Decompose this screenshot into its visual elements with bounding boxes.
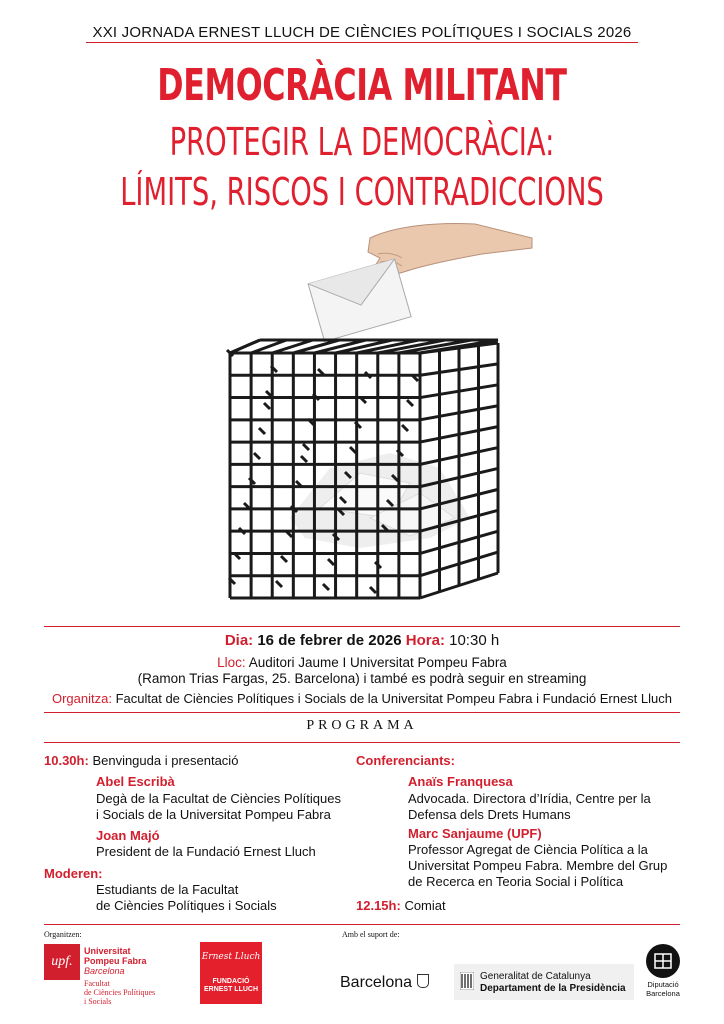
subtitle-line-2: LÍMITS, RISCOS I CONTRADICCIONS bbox=[120, 170, 604, 214]
moderators-label: Moderen: bbox=[44, 866, 103, 881]
organizers-label: Organitzen: bbox=[44, 930, 82, 939]
lecturer1-name: Anaïs Franquesa bbox=[408, 774, 513, 789]
event-line: XXI JORNADA ERNEST LLUCH DE CIÈNCIES POLÍTIQUES I SOCIALS 2026 bbox=[92, 24, 632, 41]
details-top-divider bbox=[44, 626, 680, 627]
upf-logo-mark: upf. bbox=[44, 944, 80, 980]
footer-divider bbox=[44, 924, 680, 925]
envelope-illustration bbox=[308, 259, 411, 341]
welcome-time: 10.30h: bbox=[44, 753, 89, 768]
closing-time: 12.15h: bbox=[356, 898, 401, 913]
upf-line-3: Barcelona bbox=[84, 966, 125, 976]
moderators-2: de Ciències Polítiques i Socials bbox=[96, 898, 277, 913]
time-label: Hora: bbox=[405, 632, 445, 649]
program-divider bbox=[44, 742, 680, 743]
lecturer1-role-2: Defensa dels Drets Humans bbox=[408, 807, 571, 822]
upf-line-2: Pompeu Fabra bbox=[84, 956, 147, 966]
upf-faculty bbox=[84, 979, 155, 1006]
day-label: Dia: bbox=[224, 632, 254, 649]
moderators-1: Estudiants de la Facultat bbox=[96, 882, 239, 897]
upf-name bbox=[84, 946, 147, 976]
date-time-line bbox=[0, 632, 724, 649]
fundacio-lluch-logo bbox=[200, 942, 262, 1004]
place-value: Auditori Jaume I Universitat Pompeu Fabra bbox=[248, 655, 507, 670]
diputacio-line-2: Barcelona bbox=[646, 989, 680, 998]
upf-line-1: Universitat bbox=[84, 946, 131, 956]
day-value: 16 de febrer de 2026 bbox=[257, 632, 402, 649]
organizer-label: Organitza: bbox=[51, 691, 112, 706]
organizer-value: Facultat de Ciències Polítiques i Socials de la Universitat Pompeu Fabra i Fundació Ernest Lluch bbox=[115, 691, 672, 706]
gencat-logo bbox=[454, 964, 634, 1000]
speaker1-name: Abel Escribà bbox=[96, 774, 175, 789]
lluch-line-1: FUNDACIÓ bbox=[212, 978, 250, 985]
upf-faculty-line-3: i Socials bbox=[84, 997, 112, 1006]
speaker2-role: President de la Fundació Ernest Lluch bbox=[96, 844, 316, 859]
upf-faculty-line-1: Facultat bbox=[84, 979, 110, 988]
lecturer2-role-2: Universitat Pompeu Fabra. Membre del Grup bbox=[408, 858, 668, 873]
senyera-icon bbox=[460, 972, 474, 990]
place-label: Lloc: bbox=[217, 655, 246, 670]
main-title: DEMOCRÀCIA MILITANT bbox=[157, 60, 567, 111]
place-line bbox=[0, 655, 724, 670]
gencat-line-2: Departament de la Presidència bbox=[480, 983, 626, 994]
speaker1-role-1: Degà de la Facultat de Ciències Polítiques bbox=[96, 791, 341, 806]
lecturer2-name: Marc Sanjaume (UPF) bbox=[408, 826, 542, 841]
diputacio-line-1: Diputació bbox=[647, 980, 679, 989]
lecturer2-role-3: de Recerca en Teoria Social i Política bbox=[408, 874, 624, 889]
barcelona-text: Barcelona bbox=[340, 974, 413, 991]
time-value: 10:30 h bbox=[449, 632, 500, 649]
lluch-line-2: ERNEST LLUCH bbox=[203, 986, 259, 993]
diputacio-label bbox=[640, 980, 686, 998]
organizer-line bbox=[0, 691, 724, 706]
speaker1-role-2: i Socials de la Universitat Pompeu Fabra bbox=[96, 807, 331, 822]
lecturer1-role-1: Advocada. Directora d’Irídia, Centre per la bbox=[408, 791, 651, 806]
welcome-text: Benvinguda i presentació bbox=[92, 753, 239, 768]
barcelona-shield-icon bbox=[417, 974, 429, 988]
upf-faculty-line-2: de Ciències Polítiques bbox=[84, 988, 156, 997]
lluch-signature: Ernest Lluch bbox=[201, 952, 261, 962]
support-label: Amb el suport de: bbox=[342, 930, 400, 939]
subtitle-line-1: PROTEGIR LA DEMOCRÀCIA: bbox=[169, 120, 555, 164]
lecturer2-role-1: Professor Agregat de Ciència Política a la bbox=[408, 842, 648, 857]
lecturers-label: Conferenciants: bbox=[356, 753, 455, 768]
welcome-line bbox=[44, 753, 238, 769]
barcelona-logo bbox=[340, 974, 429, 992]
program-heading: PROGRAMA bbox=[306, 718, 418, 733]
closing-text: Comiat bbox=[404, 898, 446, 913]
ballots-inside bbox=[290, 453, 470, 548]
place-detail: (Ramon Trias Fargas, 25. Barcelona) i també es podrà seguir en streaming bbox=[137, 671, 587, 686]
speaker2-name: Joan Majó bbox=[96, 828, 160, 843]
ballot-cage-illustration bbox=[220, 218, 540, 608]
gencat-line-1: Generalitat de Catalunya bbox=[480, 971, 591, 982]
header-divider bbox=[86, 42, 638, 43]
closing-line bbox=[356, 898, 446, 914]
details-bottom-divider bbox=[44, 712, 680, 713]
diputacio-emblem-icon bbox=[646, 944, 680, 978]
